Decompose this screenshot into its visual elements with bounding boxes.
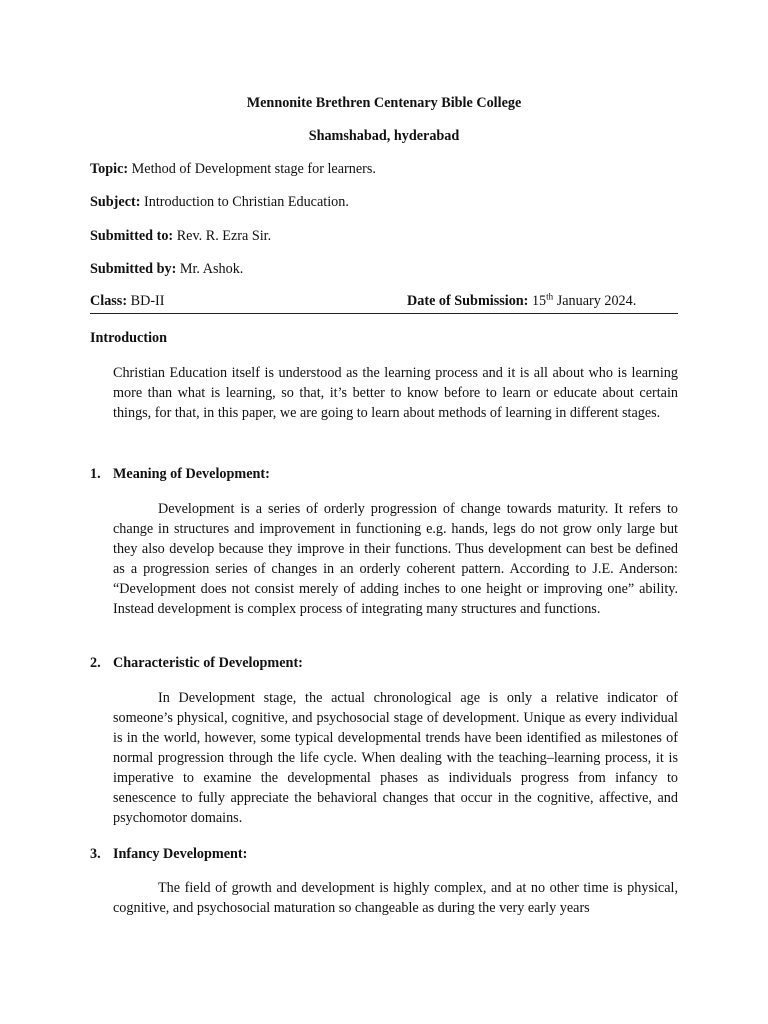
submitted-by-value: Mr. Ashok.: [176, 261, 244, 277]
section-number: 1.: [90, 466, 101, 482]
header-divider: [90, 313, 678, 314]
section-heading-2: [90, 655, 303, 672]
date-day: 15: [528, 293, 547, 309]
class-line: [90, 293, 165, 310]
subject-value: Introduction to Christian Education.: [140, 194, 349, 210]
submitted-to-line: [90, 228, 678, 245]
section-title: Meaning of Development:: [113, 466, 270, 482]
section-number: 3.: [90, 846, 101, 862]
submitted-to-label: Submitted to:: [90, 228, 174, 244]
subject-label: Subject:: [90, 194, 141, 210]
class-value: BD-II: [127, 293, 165, 309]
section-title: Infancy Development:: [113, 846, 248, 862]
college-location: Shamshabad, hyderabad: [308, 128, 460, 144]
college-title: Mennonite Brethren Centenary Bible College: [246, 95, 522, 111]
topic-label: Topic:: [90, 161, 129, 177]
introduction-paragraph: Christian Education itself is understood as the learning process and it is all about who is learning more than what is learning, so that, it’s better to know before to learn or educate about certain things, for that, in this paper, we are going to learn about methods of learning in different stages.: [113, 365, 678, 421]
submitted-by-line: [90, 261, 678, 278]
topic-value: Method of Development stage for learners.: [128, 161, 376, 177]
introduction-heading: Introduction: [90, 330, 167, 346]
section-paragraph-1: Development is a series of orderly progression of change towards maturity. It refers to change in structures and improvement in functioning e.g. hands, legs do not grow only large but they also develop because they improve in their functions. Thus development can best be defined as a progression series of changes in an orderly coherent pattern. According to J.E. Anderson: “Development does not consist merely of adding inches to one height or improving one” ability. Instead development is complex process of integrating many structures and functions.: [113, 501, 678, 617]
section-title: Characteristic of Development:: [113, 655, 303, 671]
class-label: Class:: [90, 293, 128, 309]
class-date-row: [90, 293, 678, 313]
date-line: [407, 293, 636, 310]
section-paragraph-2: In Development stage, the actual chronological age is only a relative indicator of someone’s physical, cognitive, and psychosocial stage of development. Unique as every individual is in the world, however, some typical developmental trends have been identified as milestones of normal progression through the life cycle. When dealing with the teaching–learning process, it is imperative to examine the developmental phases as individuals progress from infancy to senescence to fully appreciate the behavioral changes that occur in the cognitive, affective, and psychomotor domains.: [113, 690, 678, 826]
section-heading-1: [90, 466, 270, 483]
submitted-to-value: Rev. R. Ezra Sir.: [173, 228, 272, 244]
date-suffix: th: [546, 291, 554, 302]
subject-line: [90, 194, 678, 211]
date-rest: January 2024.: [553, 293, 637, 309]
topic-line: [90, 161, 678, 178]
section-heading-3: [90, 846, 247, 863]
date-label: Date of Submission:: [407, 293, 529, 309]
section-paragraph-3: The field of growth and development is highly complex, and at no other time is physical, cognitive, and psychosocial maturation so changeable as during the very early years: [113, 880, 678, 916]
section-number: 2.: [90, 655, 101, 671]
submitted-by-label: Submitted by:: [90, 261, 177, 277]
